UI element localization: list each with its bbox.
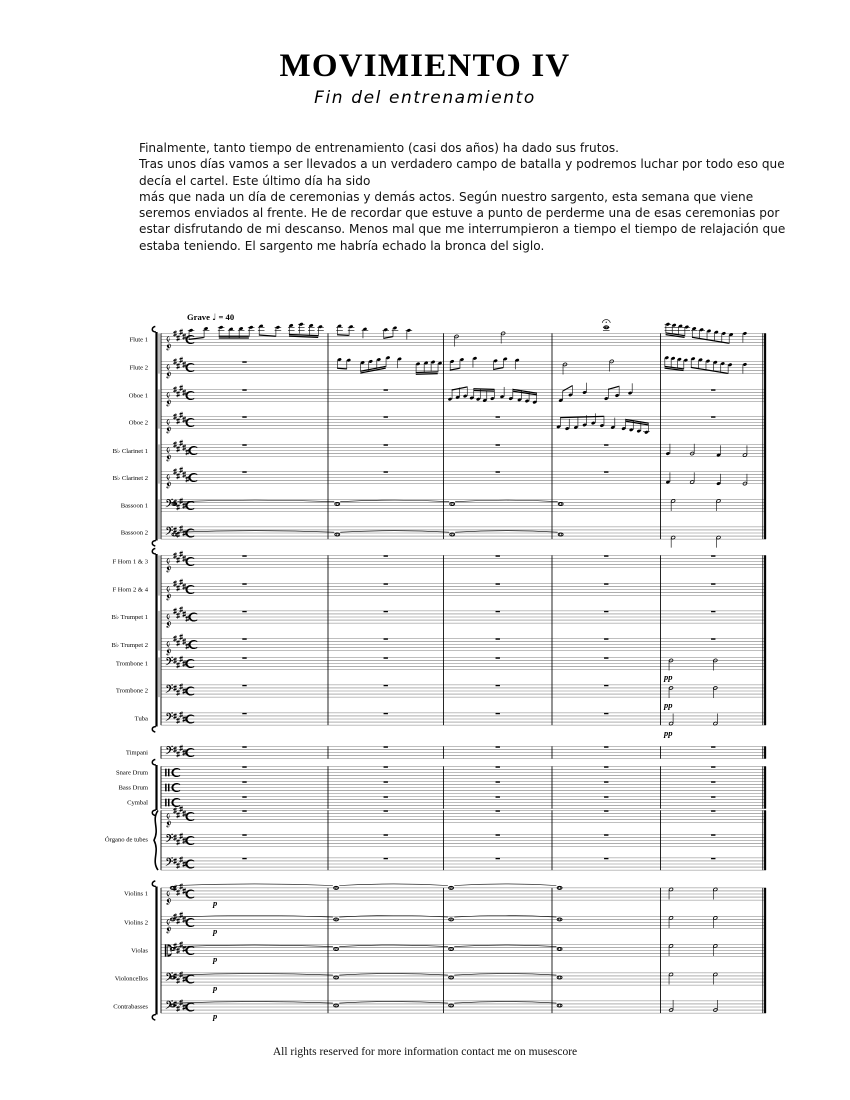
program-note	[139, 140, 797, 254]
dynamic-mark: p	[213, 983, 218, 993]
instrument-label: Bassoon 2	[120, 529, 148, 537]
instrument-label: Flute 1	[129, 336, 148, 343]
instrument-label: Cymbal	[127, 799, 148, 806]
quarter-note-icon: ♩	[212, 313, 217, 323]
instrument-label: Violas	[131, 947, 148, 954]
page-title: MOVIMIENTO IV	[279, 48, 571, 84]
instrument-label: Oboe 1	[128, 392, 148, 399]
tempo-marking	[187, 312, 234, 323]
dynamic-mark: pp	[664, 700, 673, 710]
instrument-label: Timpani	[125, 749, 148, 756]
instrument-label: Bassoon 1	[120, 502, 148, 509]
program-note-line: más que nada un día de ceremonias y demás actos. Según nuestro sargento, esta semana que viene seremos enviados al frente. He de recordar que estuve a punto de perderme una de esas ceremonias por estar disfrutando de mi descanso. Menos mal que me interrumpieron a tiempo el tiempo de relajación que estaba teniendo. El sargento me habría echado la bronca del siglo.	[139, 189, 786, 253]
instrument-label: Violins 1	[124, 890, 148, 898]
program-note-line: Finalmente, tanto tiempo de entrenamiento (casi dos años) ha dado sus frutos.	[139, 141, 619, 155]
tempo-bpm: = 40	[218, 312, 235, 322]
instrument-label: B♭ Clarinet 1	[112, 447, 148, 455]
dynamic-mark: p	[213, 926, 218, 936]
instrument-label: B♭ Clarinet 2	[112, 474, 148, 482]
dynamic-mark: p	[213, 1011, 218, 1021]
instrument-label: Órgano de tubes	[104, 836, 148, 844]
instrument-label: F Horn 2 & 4	[112, 586, 148, 593]
instrument-label: B♭ Trumpet 1	[111, 614, 148, 621]
dynamic-mark: p	[213, 954, 218, 964]
page-subtitle: Fin del entrenamiento	[314, 88, 536, 108]
instrument-label: Oboe 2	[128, 419, 148, 426]
instrument-label: Flute 2	[129, 364, 148, 371]
instrument-label: B♭ Trumpet 2	[111, 641, 148, 649]
instrument-label: Trombone 1	[115, 660, 148, 667]
program-note-line: Tras unos días vamos a ser llevados a un verdadero campo de batalla y podremos luchar por todo eso que decía el cartel. Este último día ha sido	[139, 157, 785, 188]
instrument-label: Violins 2	[124, 919, 148, 926]
dynamic-mark: pp	[664, 728, 673, 738]
tempo-text: Grave	[187, 312, 210, 322]
instrument-label: Violoncellos	[114, 975, 148, 983]
dynamic-mark: p	[213, 898, 218, 908]
instrument-label: Contrabasses	[113, 1003, 148, 1011]
copyright-footer: All rights reserved for more information contact me on musescore	[272, 1046, 578, 1058]
instrument-label: Bass Drum	[118, 784, 148, 791]
instrument-label: Tuba	[134, 715, 148, 723]
dynamic-mark: pp	[664, 672, 673, 682]
instrument-label: F Horn 1 & 3	[112, 558, 148, 565]
instrument-label: Trombone 2	[115, 687, 148, 695]
instrument-label: Snare Drum	[115, 769, 148, 776]
